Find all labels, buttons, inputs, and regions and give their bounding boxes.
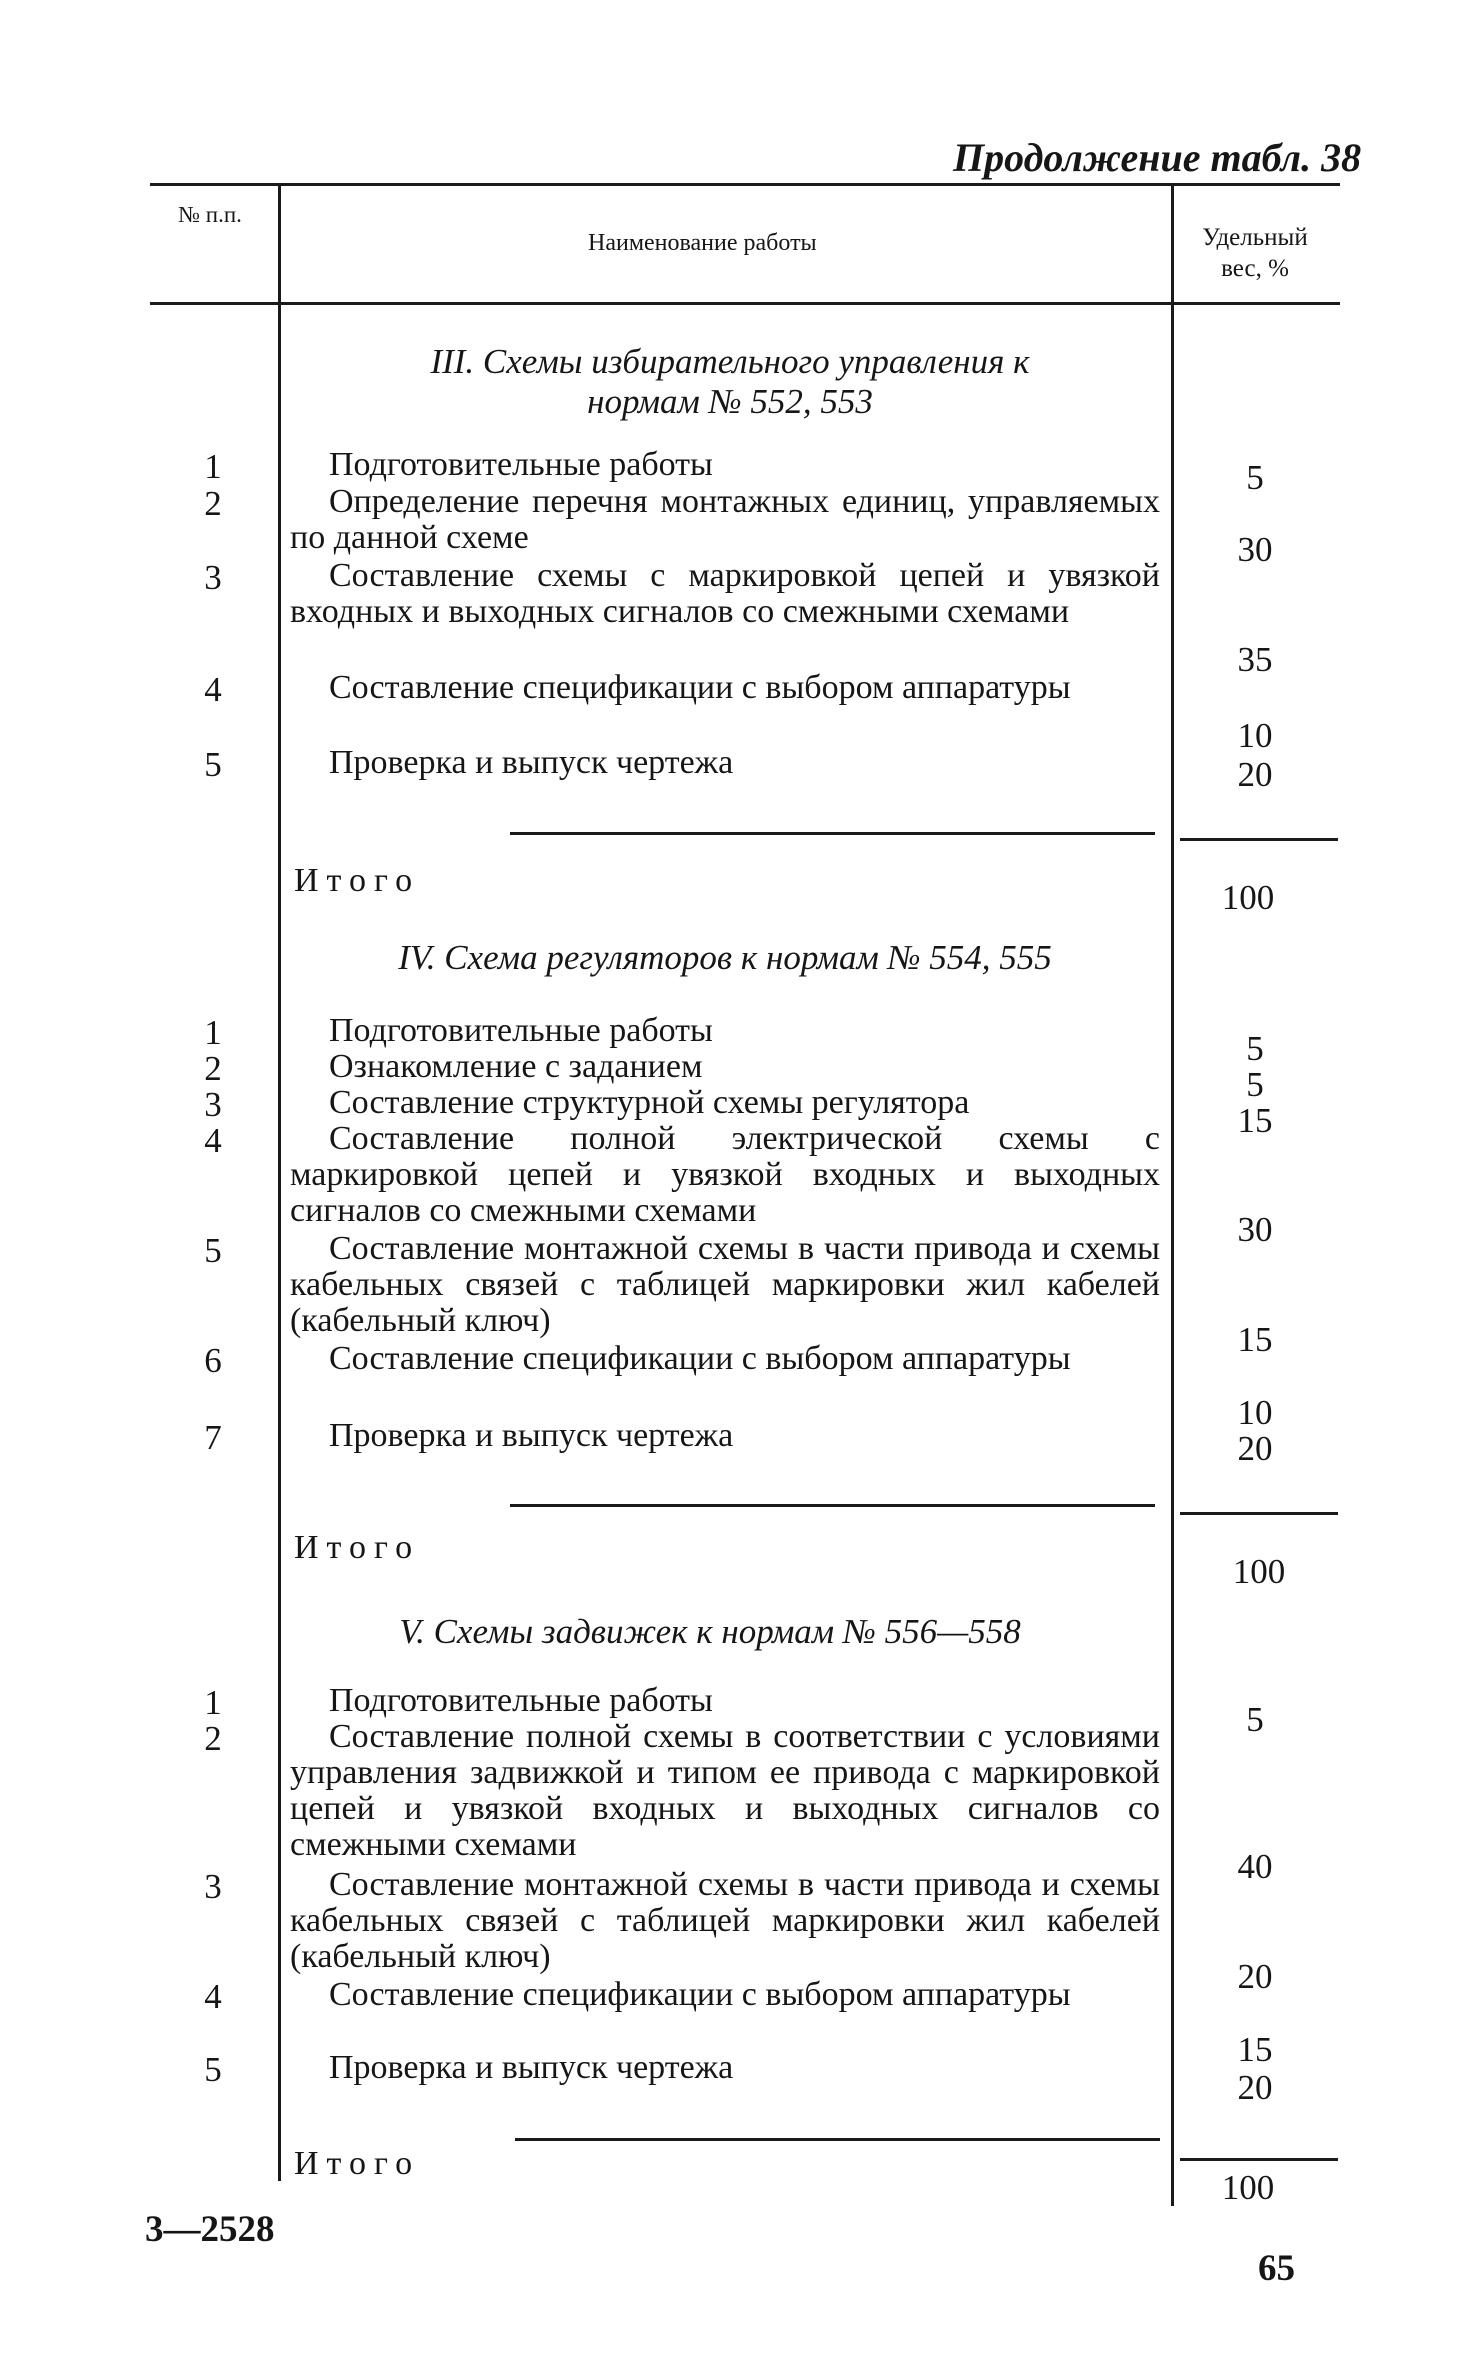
total-label: Итого [294,1529,421,1566]
row-number: 5 [204,745,222,784]
row-weight: 20 [1237,2068,1273,2107]
row-weight: 20 [1237,1429,1273,1468]
row-text: Подготовительные работы [329,1682,713,1719]
row-text: Проверка и выпуск чертежа [329,744,734,781]
row-text: Составление спецификации с выбором аппаратуры [329,1340,1071,1377]
row-weight: 15 [1237,1320,1273,1359]
row-text: Составление монтажной схемы в части привода и схемы кабельных связей с таблицей маркировки жил кабелей (кабельный ключ) [290,1230,1160,1339]
row-number: 1 [204,1683,222,1722]
row-number: 4 [204,1121,222,1160]
total-weight: 100 [1221,878,1275,917]
column-divider-right [1171,186,1174,2206]
row-number: 5 [204,1231,222,1270]
table-top-rule [150,183,1340,186]
sum-rule-weight [1180,838,1338,841]
row-number: 7 [204,1418,222,1457]
row-weight: 35 [1237,640,1273,679]
row-text: Ознакомление с заданием [329,1048,703,1085]
row-weight: 10 [1237,1393,1273,1432]
header-weight: Удельный вес, % [1202,224,1308,282]
row-weight: 5 [1246,1029,1264,1068]
column-divider-left [278,186,281,2181]
row-weight: 15 [1237,1101,1273,1140]
row-text: Составление спецификации с выбором аппаратуры [329,669,1071,706]
section-title: IV. Схема регуляторов к нормам № 554, 555 [398,938,1052,977]
row-weight: 20 [1237,755,1273,794]
row-text: Составление полной электрической схемы с маркировкой цепей и увязкой входных и выходных сигналов со смежными схемами [290,1120,1160,1229]
row-number: 4 [204,670,222,709]
row-text: Составление структурной схемы регулятора [329,1084,970,1121]
section-title: III. Схемы избирательного управления к нормам № 552, 553 [430,342,1030,421]
row-weight: 5 [1246,1700,1264,1739]
total-weight: 100 [1232,1552,1286,1591]
row-text: Составление монтажной схемы в части привода и схемы кабельных связей с таблицей маркировки жил кабелей (кабельный ключ) [290,1866,1160,1975]
row-number: 6 [204,1341,222,1380]
sum-rule-weight [1180,1512,1338,1515]
header-num: № п.п. [178,202,242,227]
row-weight: 15 [1237,2030,1273,2069]
row-text: Подготовительные работы [329,446,713,483]
row-weight: 40 [1237,1847,1273,1886]
row-number: 4 [204,1977,222,2016]
section-title: V. Схемы задвижек к нормам № 556—558 [399,1612,1021,1651]
row-number: 3 [204,1085,222,1124]
row-number: 1 [204,1013,222,1052]
row-weight: 5 [1246,1065,1264,1104]
row-number: 2 [204,1049,222,1088]
row-weight: 20 [1237,1957,1273,1996]
row-text: Определение перечня монтажных единиц, управляемых по данной схеме [290,483,1160,556]
row-text: Составление полной схемы в соответствии с условиями управления задвижкой и типом ее привода с маркировкой цепей и увязкой входных и выходных сигналов со смежными схемами [290,1718,1160,1863]
row-text: Составление схемы с маркировкой цепей и увязкой входных и выходных сигналов со смежными схемами [290,557,1160,630]
total-weight: 100 [1221,2168,1275,2207]
header-bottom-rule [150,302,1340,305]
row-weight: 30 [1237,530,1273,569]
row-weight: 30 [1237,1210,1273,1249]
total-label: Итого [294,862,421,899]
header-name: Наименование работы [588,230,817,256]
page-number: 65 [1258,2248,1295,2289]
sum-rule-text [510,832,1155,835]
row-text: Подготовительные работы [329,1012,713,1049]
row-weight: 5 [1246,458,1264,497]
row-number: 2 [204,1719,222,1758]
row-number: 2 [204,484,222,523]
row-number: 1 [204,447,222,486]
sum-rule-text [510,1504,1155,1507]
row-text: Проверка и выпуск чертежа [329,2049,734,2086]
row-text: Составление спецификации с выбором аппаратуры [329,1976,1071,2013]
row-number: 3 [204,558,222,597]
row-weight: 10 [1237,716,1273,755]
row-number: 3 [204,1867,222,1906]
total-label: Итого [294,2145,421,2182]
signature-mark: 3—2528 [145,2209,275,2250]
sum-rule-text [515,2138,1160,2141]
row-number: 5 [204,2050,222,2089]
continuation-caption: Продолжение табл. 38 [953,135,1362,180]
sum-rule-weight [1180,2158,1338,2161]
row-text: Проверка и выпуск чертежа [329,1417,734,1454]
